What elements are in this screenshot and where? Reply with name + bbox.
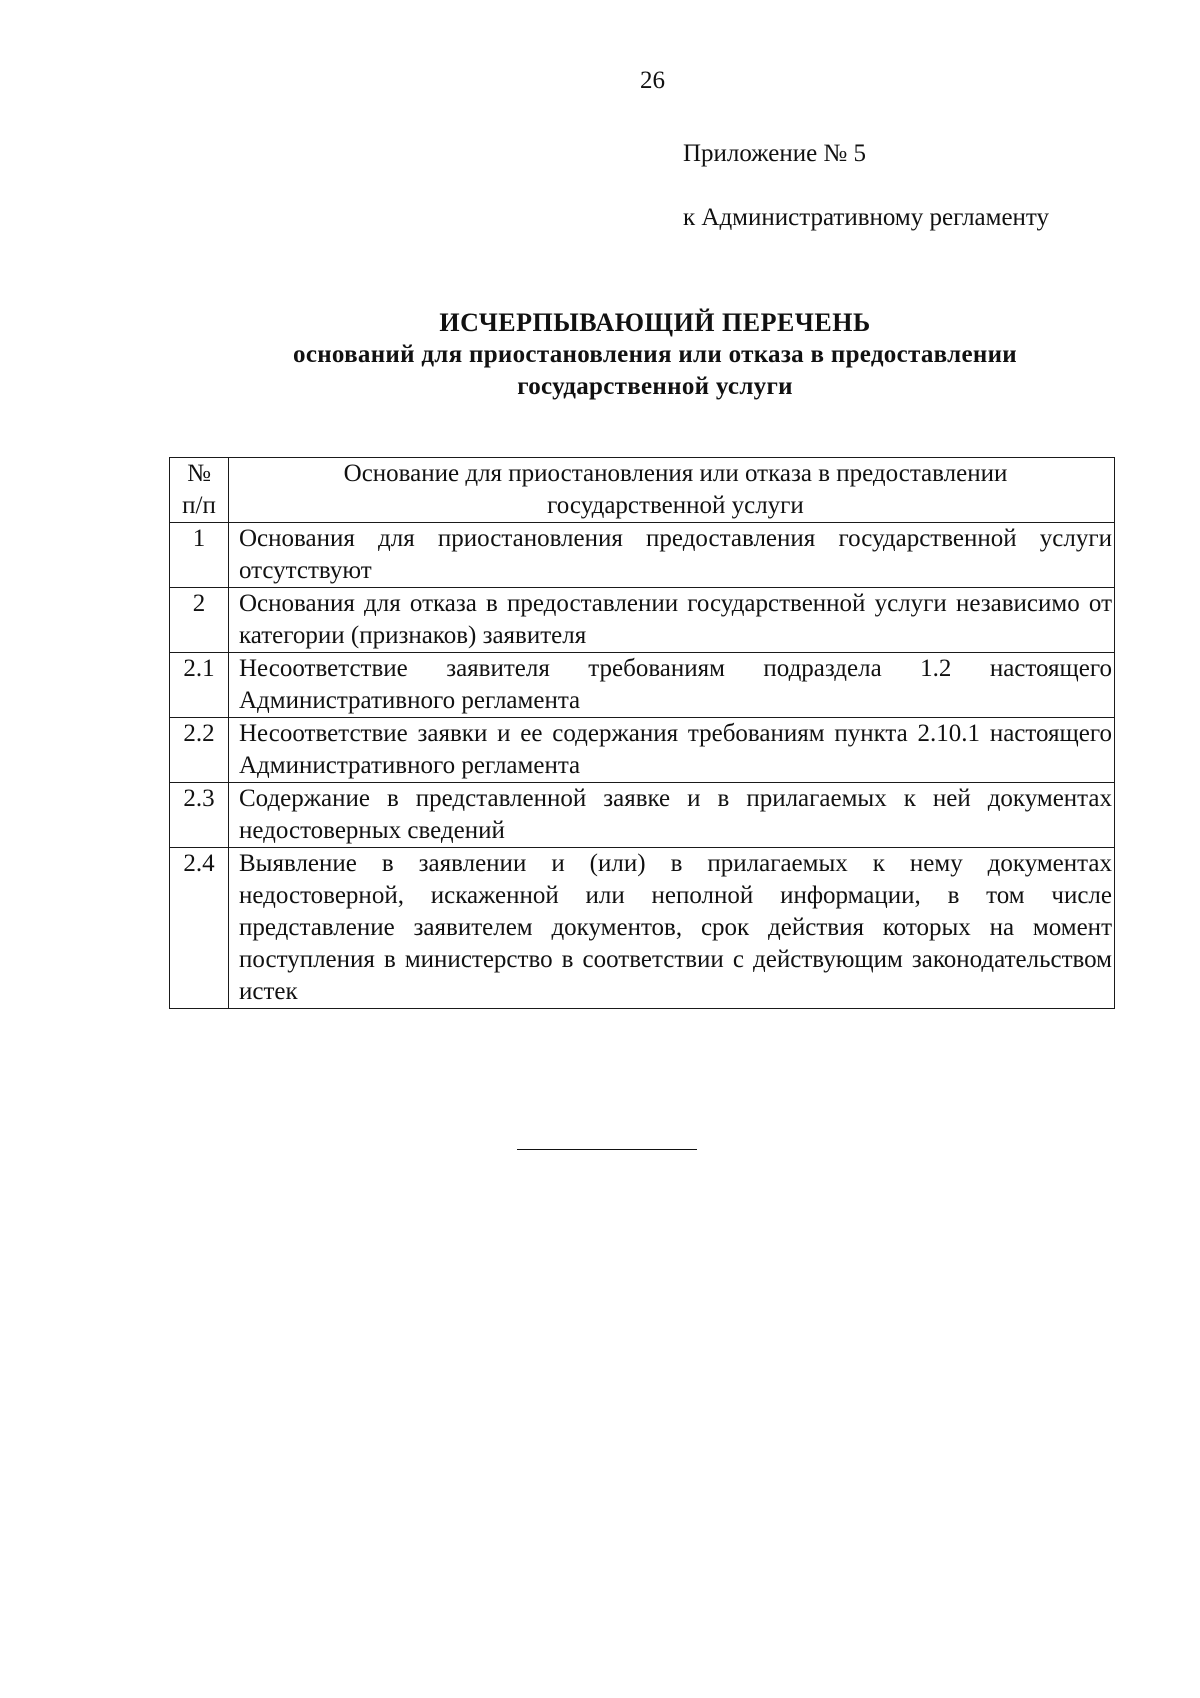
header-reason-line2: государственной услуги: [547, 492, 804, 519]
page-number: 26: [640, 67, 665, 94]
closing-divider: [517, 1149, 697, 1150]
row-number: 2.3: [170, 783, 229, 848]
table-row: [170, 718, 1115, 783]
table-row: [170, 653, 1115, 718]
header-reason-cell: [229, 458, 1115, 523]
reasons-table: [169, 457, 1115, 1009]
title-subtitle-line1: оснований для приостановления или отказа в предоставлении: [293, 341, 1017, 368]
row-number: 2.2: [170, 718, 229, 783]
header-number-cell: [170, 458, 229, 523]
table-row: [170, 588, 1115, 653]
header-number-line2: п/п: [182, 492, 216, 519]
row-number: 2.1: [170, 653, 229, 718]
header-reason-line1: Основание для приостановления или отказа в предоставлении: [343, 460, 1008, 487]
header-number-line1: №: [187, 460, 211, 487]
appendix-label: Приложение № 5: [683, 140, 867, 167]
row-reason: Несоответствие заявителя требованиям подраздела 1.2 настоящего Административного регламента: [229, 653, 1115, 718]
row-reason: Основания для отказа в предоставлении государственной услуги независимо от категории (признаков) заявителя: [229, 588, 1115, 653]
row-number: 2.4: [170, 848, 229, 1009]
row-number: 2: [170, 588, 229, 653]
row-reason: Выявление в заявлении и (или) в прилагаемых к нему документах недостоверной, искаженной или неполной информации, в том числе представление заявителем документов, срок действия которых на момент поступления в министерство в соответствии с действующим законодательством истек: [229, 848, 1115, 1009]
row-reason: Содержание в представленной заявке и в прилагаемых к ней документах недостоверных сведений: [229, 783, 1115, 848]
row-number: 1: [170, 523, 229, 588]
table-row: [170, 848, 1115, 1009]
table-header-row: [170, 458, 1115, 523]
title-main: ИСЧЕРПЫВАЮЩИЙ ПЕРЕЧЕНЬ: [439, 308, 871, 337]
table-row: [170, 783, 1115, 848]
title-subtitle-line2: государственной услуги: [517, 373, 793, 400]
appendix-reference: к Административному регламенту: [683, 204, 1050, 231]
table-row: [170, 523, 1115, 588]
row-reason: Основания для приостановления предоставления государственной услуги отсутствуют: [229, 523, 1115, 588]
row-reason: Несоответствие заявки и ее содержания требованиям пункта 2.10.1 настоящего Административного регламента: [229, 718, 1115, 783]
document-title: [160, 307, 1150, 403]
